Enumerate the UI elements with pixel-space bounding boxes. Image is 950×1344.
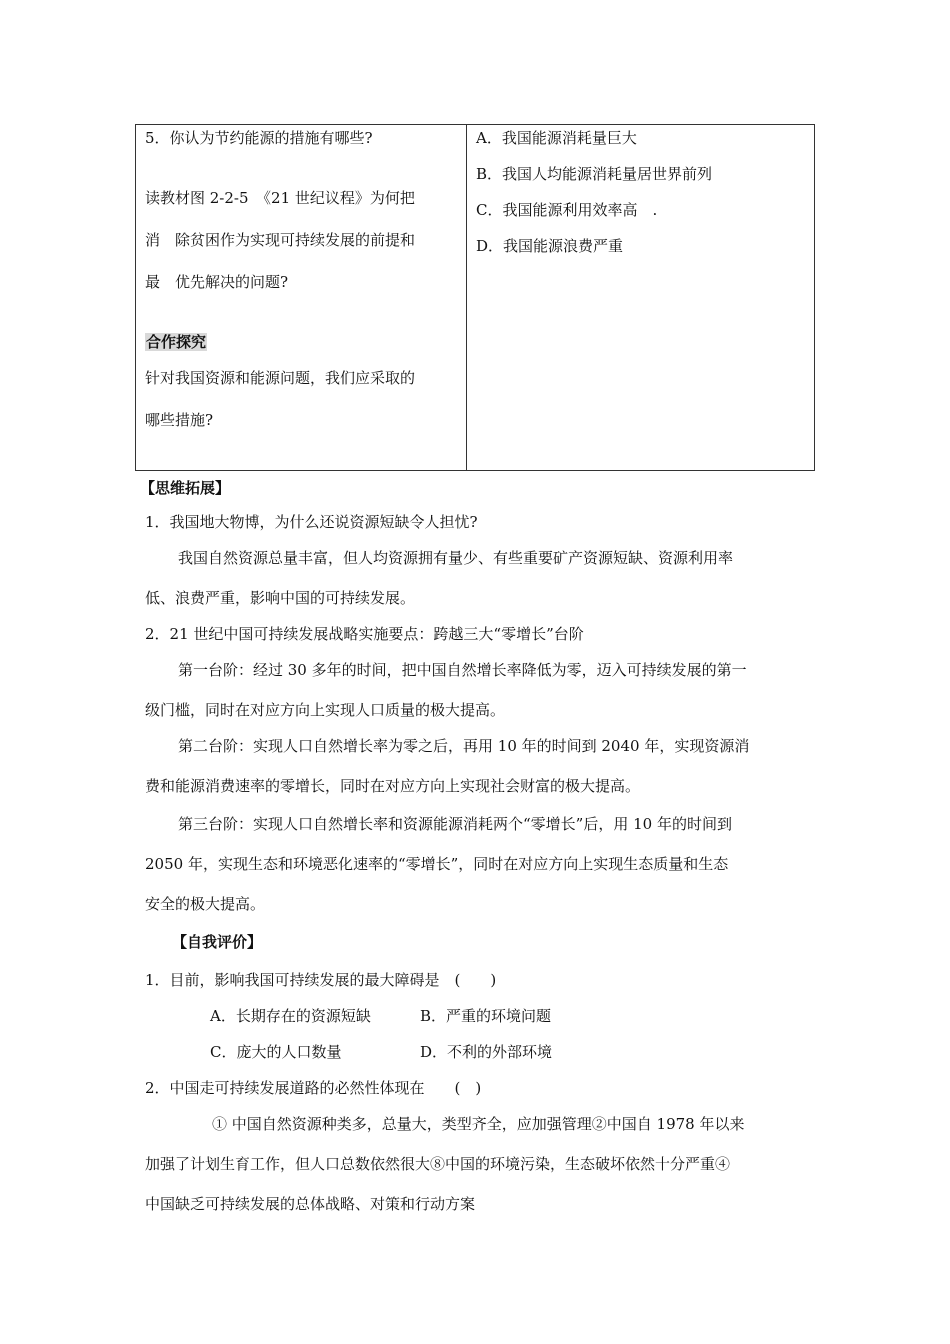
option-b: B．我国人均能源消耗量居世界前列 (476, 165, 713, 183)
thinking-question-1: 1．我国地大物博，为什么还说资源短缺令人担忧? (145, 513, 478, 531)
step-3-line-1: 第三台阶：实现人口自然增长率和资源能源消耗两个“零增长”后，用 10 年的时间到 (178, 815, 732, 833)
step-1-line-1: 第一台阶：经过 30 多年的时间，把中国自然增长率降低为零，迈入可持续发展的第一 (178, 661, 747, 679)
thinking-answer-1-line-2: 低、浪费严重，影响中国的可持续发展。 (145, 589, 416, 607)
read-question-line-1: 读教材图 2-2-5 《21 世纪议程》为何把 (145, 189, 415, 207)
self-eval-q2-statements-line-2: 加强了计划生育工作，但人口总数依然很大⑧中国的环境污染，生态破坏依然十分严重④ (145, 1155, 731, 1173)
self-eval-q2-statements-line-1: ① 中国自然资源种类多，总量大，类型齐全，应加强管理②中国自 1978 年以来 (212, 1115, 745, 1133)
step-3-line-2: 2050 年，实现生态和环境恶化速率的“零增长”，同时在对应方向上实现生态质量和生态 (145, 855, 729, 873)
thinking-extension-heading: 【思维拓展】 (140, 479, 231, 497)
question-table (135, 124, 815, 471)
thinking-question-2: 2．21 世纪中国可持续发展战略实施要点：跨越三大“零增长”台阶 (145, 625, 584, 643)
cooperative-question-line-2: 哪些措施? (145, 411, 214, 429)
cooperative-question-line-1: 针对我国资源和能源问题，我们应采取的 (145, 369, 416, 387)
self-eval-question-2: 2．中国走可持续发展道路的必然性体现在 ( ) (145, 1079, 482, 1097)
option-d: D．我国能源浪费严重 (476, 237, 624, 255)
question-5: 5．你认为节约能源的措施有哪些? (145, 129, 373, 147)
table-column-divider (466, 125, 467, 470)
step-1-line-2: 级门槛，同时在对应方向上实现人口质量的极大提高。 (145, 701, 506, 719)
self-eval-q2-statements-line-3: 中国缺乏可持续发展的总体战略、对策和行动方案 (145, 1195, 476, 1213)
step-2-line-1: 第二台阶：实现人口自然增长率为零之后，再用 10 年的时间到 2040 年，实现资源消 (178, 737, 750, 755)
self-eval-q1-option-c: C．庞大的人口数量 (210, 1043, 342, 1061)
self-eval-q1-option-d: D．不利的外部环境 (420, 1043, 553, 1061)
thinking-answer-1-line-1: 我国自然资源总量丰富，但人均资源拥有量少、有些重要矿产资源短缺、资源利用率 (178, 549, 734, 567)
self-eval-question-1: 1．目前，影响我国可持续发展的最大障碍是 ( ) (145, 971, 497, 989)
step-2-line-2: 费和能源消费速率的零增长，同时在对应方向上实现社会财富的极大提高。 (145, 777, 641, 795)
self-eval-q1-option-b: B．严重的环境问题 (420, 1007, 552, 1025)
cooperative-inquiry-heading: 合作探究 (146, 333, 207, 351)
read-question-line-2: 消 除贫困作为实现可持续发展的前提和 (145, 231, 416, 249)
option-a: A．我国能源消耗量巨大 (476, 129, 637, 147)
self-eval-q1-option-a: A．长期存在的资源短缺 (210, 1007, 371, 1025)
read-question-line-3: 最 优先解决的问题? (145, 273, 289, 291)
step-3-line-3: 安全的极大提高。 (145, 895, 266, 913)
option-c: C．我国能源利用效率高 . (476, 201, 658, 219)
self-evaluation-heading: 【自我评价】 (172, 933, 263, 951)
